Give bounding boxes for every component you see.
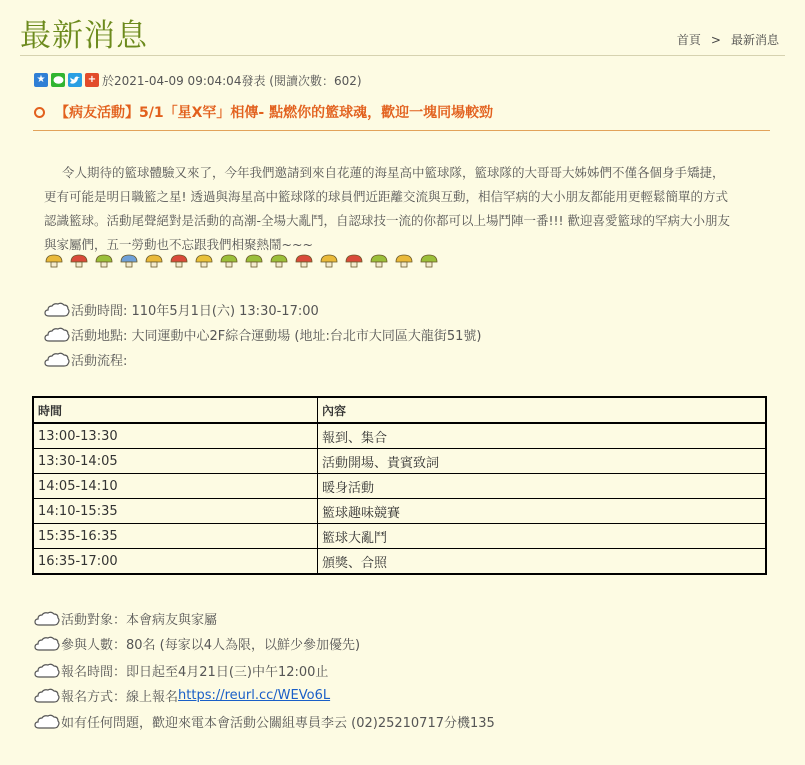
mushroom-icon xyxy=(169,254,189,268)
column-header-time: 時間 xyxy=(33,397,318,423)
content-cell: 頒獎、合照 xyxy=(318,549,767,575)
plus-share-icon[interactable]: + xyxy=(85,73,99,87)
mushroom-icon xyxy=(319,254,339,268)
mushroom-icon xyxy=(119,254,139,268)
breadcrumb-current: 最新消息 xyxy=(730,33,779,47)
mushroom-icon xyxy=(269,254,289,268)
cloud-icon xyxy=(34,663,60,679)
info-activity-time xyxy=(44,300,319,319)
header-divider xyxy=(20,55,785,56)
post-title-text: 【病友活動】5/1「星X罕」相傳- 點燃你的籃球魂，歡迎一塊同場較勁 xyxy=(55,105,494,121)
mushroom-icon xyxy=(294,254,314,268)
post-meta: 於2021-04-09 09:04:04發表 (閱讀次數：602) xyxy=(102,73,362,88)
cloud-icon xyxy=(34,688,60,704)
mushroom-icon xyxy=(419,254,439,268)
info-activity-flow xyxy=(44,350,127,369)
participant-count-text: 參與人數：80名 (每家以4人為限，以鮮少參加優先) xyxy=(61,638,361,653)
mushroom-icon xyxy=(94,254,114,268)
content-cell: 報到、集合 xyxy=(318,423,767,449)
activity-place-text: 活動地點: 大同運動中心2F綜合運動場 (地址:台北市大同區大龍街51號) xyxy=(71,329,482,344)
mushroom-icon xyxy=(394,254,414,268)
share-bar xyxy=(34,72,362,88)
time-cell: 13:30-14:05 xyxy=(33,449,318,474)
content-cell: 籃球趣味競賽 xyxy=(318,499,767,524)
info-target xyxy=(34,609,217,628)
table-row xyxy=(33,423,766,449)
table-row xyxy=(33,499,766,524)
target-text: 活動對象：本會病友與家屬 xyxy=(61,613,218,628)
cloud-icon xyxy=(34,636,60,652)
mushroom-icon xyxy=(244,254,264,268)
intro-text-block xyxy=(44,161,734,257)
cloud-icon xyxy=(34,611,60,627)
mushroom-icon xyxy=(344,254,364,268)
twitter-icon[interactable] xyxy=(68,73,82,87)
signup-time-text: 報名時間：即日起至4月21日(三)中午12:00止 xyxy=(61,665,329,680)
mushroom-icon xyxy=(69,254,89,268)
info-signup-method xyxy=(34,686,330,705)
time-cell: 16:35-17:00 xyxy=(33,549,318,575)
table-row xyxy=(33,549,766,575)
mushroom-icon xyxy=(44,254,64,268)
bookmark-star-icon[interactable]: ★ xyxy=(34,73,48,87)
activity-flow-text: 活動流程: xyxy=(71,354,128,369)
signup-method-text: 報名方式：線上報名 xyxy=(61,690,179,705)
activity-time-text: 活動時間: 110年5月1日(六) 13:30-17:00 xyxy=(71,304,319,319)
cloud-icon xyxy=(44,327,70,343)
time-cell: 15:35-16:35 xyxy=(33,524,318,549)
content-cell: 暖身活動 xyxy=(318,474,767,499)
signup-link[interactable]: https://reurl.cc/WEVo6L xyxy=(178,688,331,703)
info-signup-time xyxy=(34,661,328,680)
table-row xyxy=(33,524,766,549)
column-header-content: 內容 xyxy=(318,397,767,423)
page-title: 最新消息 xyxy=(20,18,148,54)
intro-paragraph: 令人期待的籃球體驗又來了，今年我們邀請到來自花蓮的海星高中籃球隊，籃球隊的大哥哥大姊姊們不僅各個身手矯捷，更有可能是明日職籃之星! 透過與海星高中籃球隊的球員們近距離交流與互動，相信罕病的大小朋友都能用更輕鬆簡單的方式認識籃球。活動尾聲絕對是活動的高潮-全場大亂鬥，自認球技一流的你都可以上場鬥陣一番!!! 歡迎喜愛籃球的罕病大小朋友與家屬們，五一勞動也不忘跟我們相聚熱鬧~~~ xyxy=(44,165,731,252)
info-activity-place xyxy=(44,325,481,344)
breadcrumb-separator: > xyxy=(710,33,721,47)
mushroom-icon xyxy=(369,254,389,268)
content-cell: 籃球大亂鬥 xyxy=(318,524,767,549)
breadcrumb-home[interactable]: 首頁 xyxy=(676,33,701,47)
breadcrumb xyxy=(677,31,779,48)
cloud-icon xyxy=(34,714,60,730)
content-cell: 活動開場、貴賓致詞 xyxy=(318,449,767,474)
ring-bullet-icon xyxy=(34,107,45,118)
info-contact xyxy=(34,712,495,731)
schedule-table xyxy=(32,396,767,575)
cloud-icon xyxy=(44,352,70,368)
line-icon[interactable] xyxy=(51,73,65,87)
time-cell: 14:05-14:10 xyxy=(33,474,318,499)
cloud-icon xyxy=(44,302,70,318)
table-header-row xyxy=(33,397,766,423)
title-divider xyxy=(33,130,770,131)
post-title xyxy=(34,102,769,122)
mushroom-icon xyxy=(194,254,214,268)
table-row xyxy=(33,449,766,474)
mushroom-icon xyxy=(219,254,239,268)
time-cell: 13:00-13:30 xyxy=(33,423,318,449)
contact-text: 如有任何問題，歡迎來電本會活動公關組專員李云 (02)25210717分機135 xyxy=(61,716,495,731)
table-row xyxy=(33,474,766,499)
time-cell: 14:10-15:35 xyxy=(33,499,318,524)
info-participant-count xyxy=(34,634,360,653)
mushroom-icon xyxy=(144,254,164,268)
mushroom-decoration-row xyxy=(44,254,439,268)
